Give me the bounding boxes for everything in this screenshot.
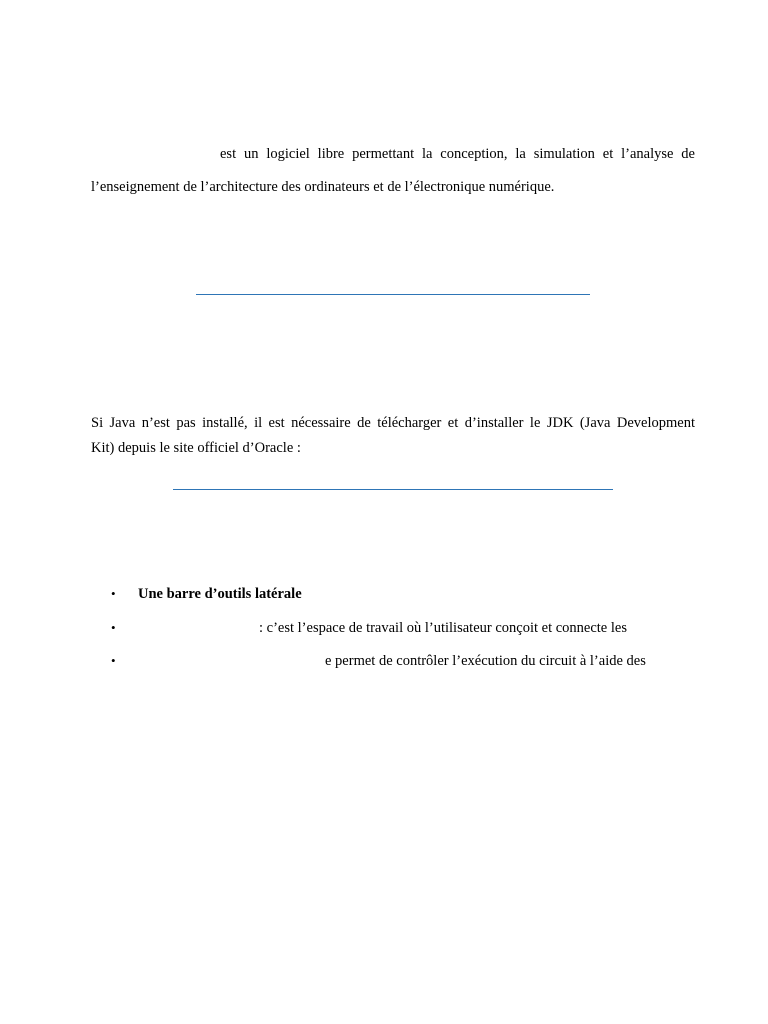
hyperlink-underline-1[interactable] [196, 294, 590, 295]
install-line-1: Si Java n’est pas installé, il est nécessaire de télécharger et d’installer le JDK (Java Development [91, 415, 695, 431]
bullet-icon: • [111, 586, 116, 601]
intro-line-1: est un logiciel libre permettant la conception, la simulation et l’analyse de [220, 146, 695, 162]
list-item-text: e permet de contrôler l’exécution du circuit à l’aide des [325, 653, 646, 669]
list-item-text: Une barre d’outils latérale [138, 586, 302, 602]
bullet-icon: • [111, 653, 116, 668]
intro-line-2: l’enseignement de l’architecture des ordinateurs et de l’électronique numérique. [91, 179, 555, 195]
bullet-icon: • [111, 620, 116, 635]
hyperlink-underline-2[interactable] [173, 489, 613, 490]
install-line-2: Kit) depuis le site officiel d’Oracle : [91, 440, 301, 456]
list-item-text: : c’est l’espace de travail où l’utilisateur conçoit et connecte les [259, 620, 627, 636]
